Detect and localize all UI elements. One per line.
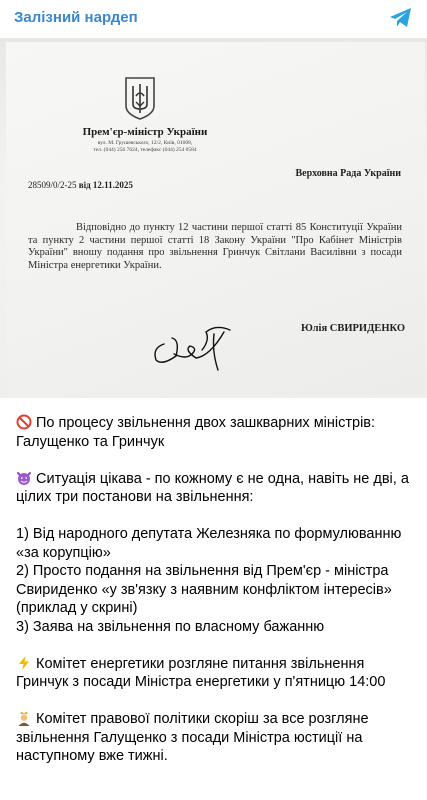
- list-item: 1) Від народного депутата Железняка по формулюванню «за корупцію»: [16, 526, 402, 561]
- legal-committee-text: Комітет правової політики скоріш за все розгляне звільнення Галущенко з посади Міністра юстиції на наступному вже тижні.: [16, 711, 369, 764]
- registration-line: [28, 180, 133, 190]
- resolutions-list: [16, 525, 416, 636]
- registration-number: 28509/0/2-25: [28, 180, 77, 190]
- channel-header: [0, 0, 427, 36]
- document-title: Прем'єр-міністр України: [82, 126, 208, 138]
- signature-icon: [150, 310, 240, 372]
- address-line: вул. М. Грушевського, 12/2, Київ, 01008,: [97, 140, 193, 146]
- paragraph-energy-committee: [16, 655, 416, 692]
- no-entry-icon: [16, 414, 32, 430]
- telegram-icon[interactable]: [389, 7, 413, 29]
- channel-name[interactable]: Залізний нардеп: [14, 9, 138, 26]
- intro-text: По процесу звільнення двох зашкварних міністрів: Галущенко та Гринчук: [16, 415, 376, 450]
- man-with-crown-icon: [16, 710, 32, 726]
- paragraph-intro: [16, 414, 416, 451]
- post-text: [16, 414, 416, 784]
- signer-name: Юлія СВИРИДЕНКО: [300, 323, 405, 334]
- paragraph-situation: [16, 470, 416, 507]
- letter-body: Відповідно до пункту 12 частини першої статті 85 Конституції України та пункту 2 частини першої статті 18 Закону України "Про Кабінет Міністрів України" вношу подання про звільнення Гринчук Світлани Василівни з посади Міністра енергетики України.: [28, 222, 402, 271]
- document-photo[interactable]: [0, 38, 427, 398]
- letter-paper: [6, 42, 425, 396]
- list-item: 2) Просто подання на звільнення від Прем'єр - міністра Свириденко «у зв'язку з наявним конфліктом інтересів» (приклад у скрині): [16, 563, 392, 616]
- energy-committee-text: Комітет енергетики розгляне питання звільнення Гринчук з посади Міністра енергетики у п'ятницю 14:00: [16, 655, 386, 690]
- phone-line: тел. (044) 256 7624, телефакс (044) 254 0584: [93, 147, 197, 153]
- lightning-icon: [16, 655, 32, 671]
- list-item: 3) Заява на звільнення по власному бажанню: [16, 618, 325, 635]
- registration-date: 12.11.2025: [92, 180, 133, 190]
- document-address: [70, 140, 220, 154]
- smiling-devil-icon: [16, 470, 32, 486]
- recipient: Верховна Рада України: [295, 168, 401, 179]
- paragraph-legal-committee: [16, 710, 416, 766]
- trident-emblem-icon: [124, 76, 156, 120]
- registration-from: від: [78, 180, 91, 190]
- situation-text: Ситуація цікава - по кожному є не одна, навіть не дві, а цілих три постанови на звільнення:: [16, 470, 409, 505]
